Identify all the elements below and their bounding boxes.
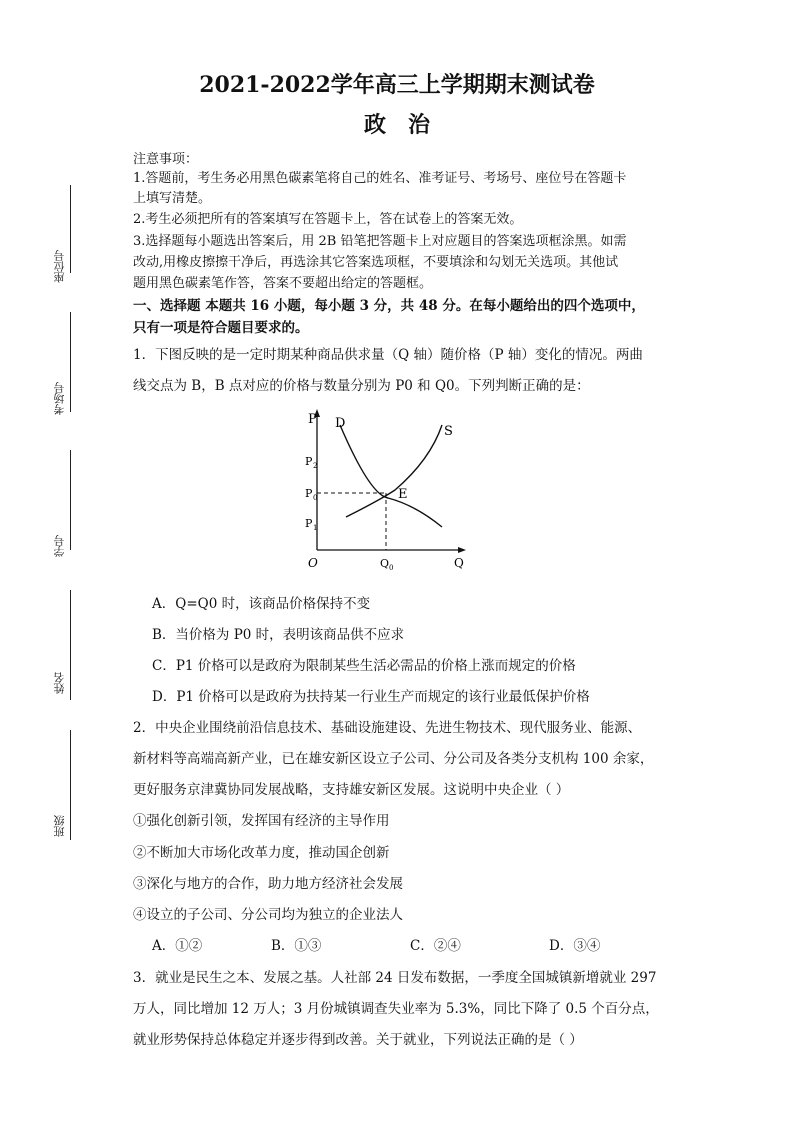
q2-choice-a: A．①② (152, 938, 203, 954)
p0-label: P (305, 487, 313, 500)
exam-title: 2021-2022学年高三上学期期末测试卷 (199, 72, 595, 98)
q0-subscript: 0 (389, 564, 394, 572)
notice-line: 上填写清楚。 (133, 191, 212, 206)
q3-stem-cont: 万人，同比增加 12 万人；3 月份城镇调查失业率为 5.3%，同比下降了 0.5 个百分点， (133, 1001, 659, 1017)
demand-label: D (335, 416, 346, 431)
q2-item: ①强化创新引领，发挥国有经济的主导作用 (133, 813, 390, 829)
q1-option-b: B．当价格为 P0 时，表明该商品供不应求 (152, 627, 405, 643)
notice-line: 改动,用橡皮擦擦干净后，再选涂其它答案选项框，不要填涂和勾划无关选项。其他试 (133, 255, 619, 270)
notice-line: 3.选择题每小题选出答案后，用 2B 铅笔把答题卡上对应题目的答案选项框涂黑。如需 (133, 234, 627, 249)
q2-item: ④设立的子公司、分公司均为独立的企业法人 (133, 907, 403, 923)
q-axis-arrow (458, 547, 466, 553)
q2-choice-b: B．①③ (271, 938, 322, 954)
notice-line: 1.答题前，考生务必用黑色碳素笔将自己的姓名、准考证号、考场号、座位号在答题卡 (133, 171, 627, 186)
notice-heading: 注意事项： (133, 152, 199, 167)
p2-subscript: 2 (313, 462, 318, 470)
equilibrium-label: E (398, 487, 408, 502)
exam-room-label: 考场号 (53, 382, 66, 415)
q3-stem-cont: 就业形势保持总体稳定并逐步得到改善。关于就业，下列说法正确的是（ ） (133, 1032, 583, 1048)
section-heading-cont: 只有一项是符合题目要求的。 (133, 320, 309, 336)
sidebar-rule (70, 450, 71, 550)
q0-label: Q (380, 557, 390, 570)
sidebar-rule (70, 312, 71, 412)
sidebar-rule (70, 590, 71, 700)
q1-stem: 1．下图反映的是一定时期某种商品供求量（Q 轴）随价格（P 轴）变化的情况。两曲 (133, 347, 643, 363)
q2-stem-cont: 更好服务京津冀协同发展战略，支持雄安新区发展。这说明中央企业（ ） (133, 782, 570, 798)
q2-stem-cont: 新材料等高端高新产业，已在雄安新区设立子公司、分公司及各类分支机构 100 余家， (133, 751, 654, 767)
p0-subscript: 0 (313, 494, 318, 502)
q1-stem-cont: 线交点为 B，B 点对应的价格与数量分别为 P0 和 Q0。下列判断正确的是： (133, 378, 590, 394)
name-label: 姓名 (53, 672, 66, 694)
subject-title: 政治 (363, 112, 452, 138)
p1-label: P (305, 517, 313, 530)
q2-stem: 2．中央企业围绕前沿信息技术、基础设施建设、先进生物技术、现代服务业、能源、 (133, 720, 642, 736)
supply-demand-graph (300, 405, 480, 575)
section-heading: 一、选择题 本题共 16 小题，每小题 3 分，共 48 分。在每小题给出的四个选项中， (133, 298, 645, 314)
q2-choice-c: C．②④ (410, 938, 461, 954)
q2-item: ②不断加大市场化改革力度，推动国企创新 (133, 845, 390, 861)
q-axis-label: Q (454, 556, 464, 570)
seat-number-label: 座位号 (53, 250, 66, 283)
class-label: 班级 (53, 815, 66, 837)
supply-label: S (444, 424, 453, 439)
q2-item: ③深化与地方的合作，助力地方经济社会发展 (133, 876, 403, 892)
p1-subscript: 1 (313, 524, 318, 532)
p2-label: P (305, 455, 313, 468)
q3-stem: 3．就业是民生之本、发展之基。人社部 24 日发布数据，一季度全国城镇新增就业 297 (133, 970, 657, 986)
sidebar-rule (70, 185, 71, 273)
q1-option-a: A．Q=Q0 时，该商品价格保持不变 (152, 596, 371, 612)
q1-option-d: D．P1 价格可以是政府为扶持某一行业生产而规定的该行业最低保护价格 (152, 689, 590, 705)
q1-option-c: C．P1 价格可以是政府为限制某些生活必需品的价格上涨而规定的价格 (152, 658, 576, 674)
sidebar-rule (70, 730, 71, 840)
origin-label: O (308, 556, 318, 570)
q2-choice-d: D．③④ (549, 938, 601, 954)
student-number-label: 学号 (53, 535, 66, 557)
notice-line: 2.考生必须把所有的答案填写在答题卡上，答在试卷上的答案无效。 (133, 212, 523, 227)
p-axis-label: P (308, 412, 317, 427)
supply-curve (346, 425, 442, 517)
notice-line: 题用黑色碳素笔作答，答案不要超出给定的答题框。 (133, 276, 433, 291)
